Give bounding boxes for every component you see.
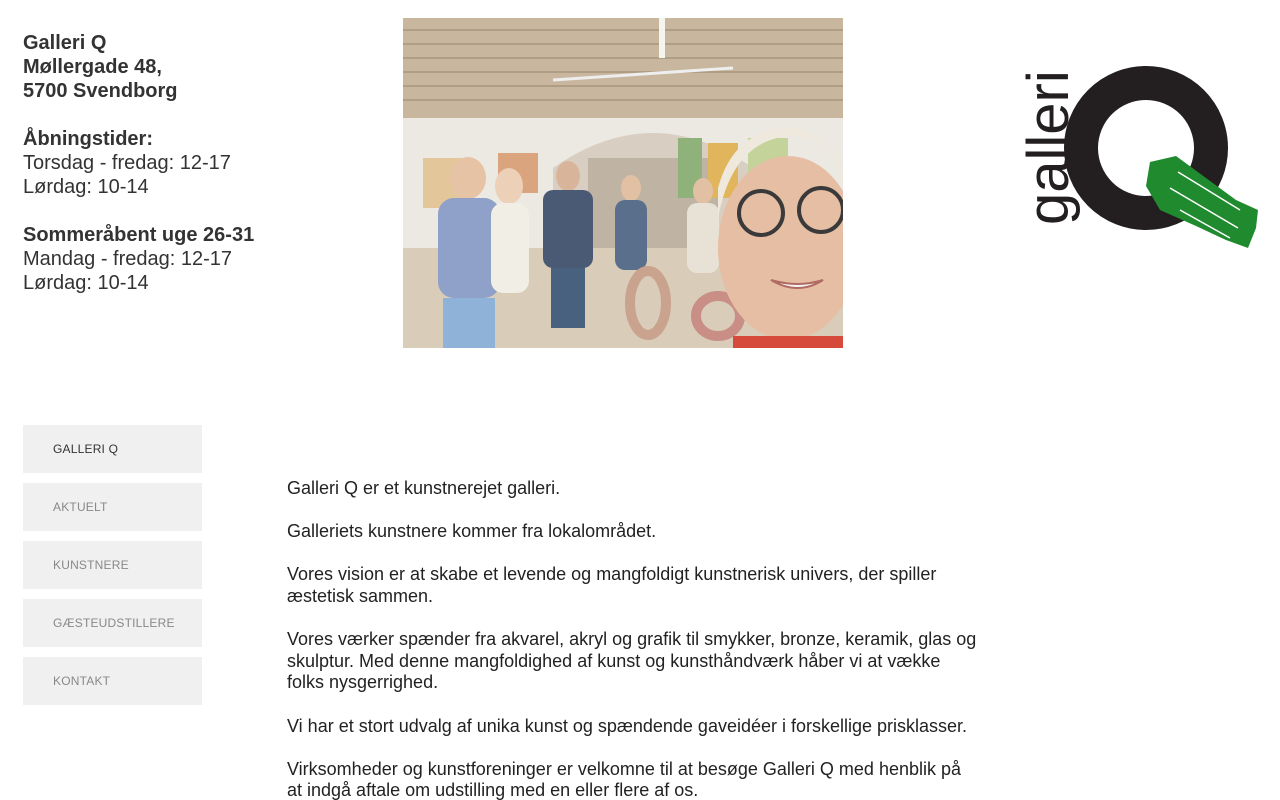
nav-item-label: AKTUELT <box>53 500 108 514</box>
contact-info <box>23 31 323 295</box>
summer-hours-saturday: Lørdag: 10-14 <box>23 272 149 294</box>
address-street: Møllergade 48, <box>23 56 162 78</box>
galleri-q-logo <box>1000 60 1262 255</box>
nav-item-aktuelt[interactable] <box>23 483 202 531</box>
nav-item-kontakt[interactable] <box>23 657 202 705</box>
nav-item-galleri-q[interactable] <box>23 425 202 473</box>
nav-item-label: GALLERI Q <box>53 442 119 456</box>
opening-hours-weekday: Torsdag - fredag: 12-17 <box>23 152 231 174</box>
address-city: 5700 Svendborg <box>23 80 178 102</box>
summer-hours-weekday: Mandag - fredag: 12-17 <box>23 248 233 270</box>
nav-item-kunstnere[interactable] <box>23 541 202 589</box>
gallery-name: Galleri Q <box>23 32 107 54</box>
intro-text <box>287 478 977 800</box>
nav-item-label: KONTAKT <box>53 674 111 688</box>
intro-paragraph: Galleri Q er et kunstnerejet galleri. <box>287 478 561 498</box>
intro-paragraph: Virksomheder og kunstforeninger er velkomne til at besøge Galleri Q med henblik på at indgå aftale om udstilling med en eller flere af os. <box>287 758 962 800</box>
intro-paragraph: Vores værker spænder fra akvarel, akryl og grafik til smykker, bronze, keramik, glas og skulptur. Med denne mangfoldighed af kunst og kunsthåndværk håber vi at vække folks nysgerrighed. <box>287 629 977 693</box>
opening-hours-saturday: Lørdag: 10-14 <box>23 176 149 198</box>
intro-paragraph: Galleriets kunstnere kommer fra lokalområdet. <box>287 521 657 542</box>
nav-item-label: GÆSTEUDSTILLERE <box>53 616 175 630</box>
intro-paragraph: Vores vision er at skabe et levende og mangfoldigt kunstnerisk univers, der spiller æstetisk sammen. <box>287 564 937 606</box>
logo-wordmark: galleri <box>1016 70 1081 225</box>
nav-item-label: KUNSTNERE <box>53 558 129 572</box>
nav-item-gaesteudstillere[interactable] <box>23 599 202 647</box>
main-navigation <box>23 425 202 715</box>
gallery-photo-illustration <box>403 18 843 348</box>
gallery-photo <box>403 18 843 348</box>
summer-hours-heading: Sommeråbent uge 26-31 <box>23 224 255 246</box>
logo-graphic <box>1000 60 1262 255</box>
intro-paragraph: Vi har et stort udvalg af unika kunst og spændende gaveidéer i forskellige prisklasser. <box>287 715 968 736</box>
opening-hours-heading: Åbningstider: <box>23 128 153 150</box>
